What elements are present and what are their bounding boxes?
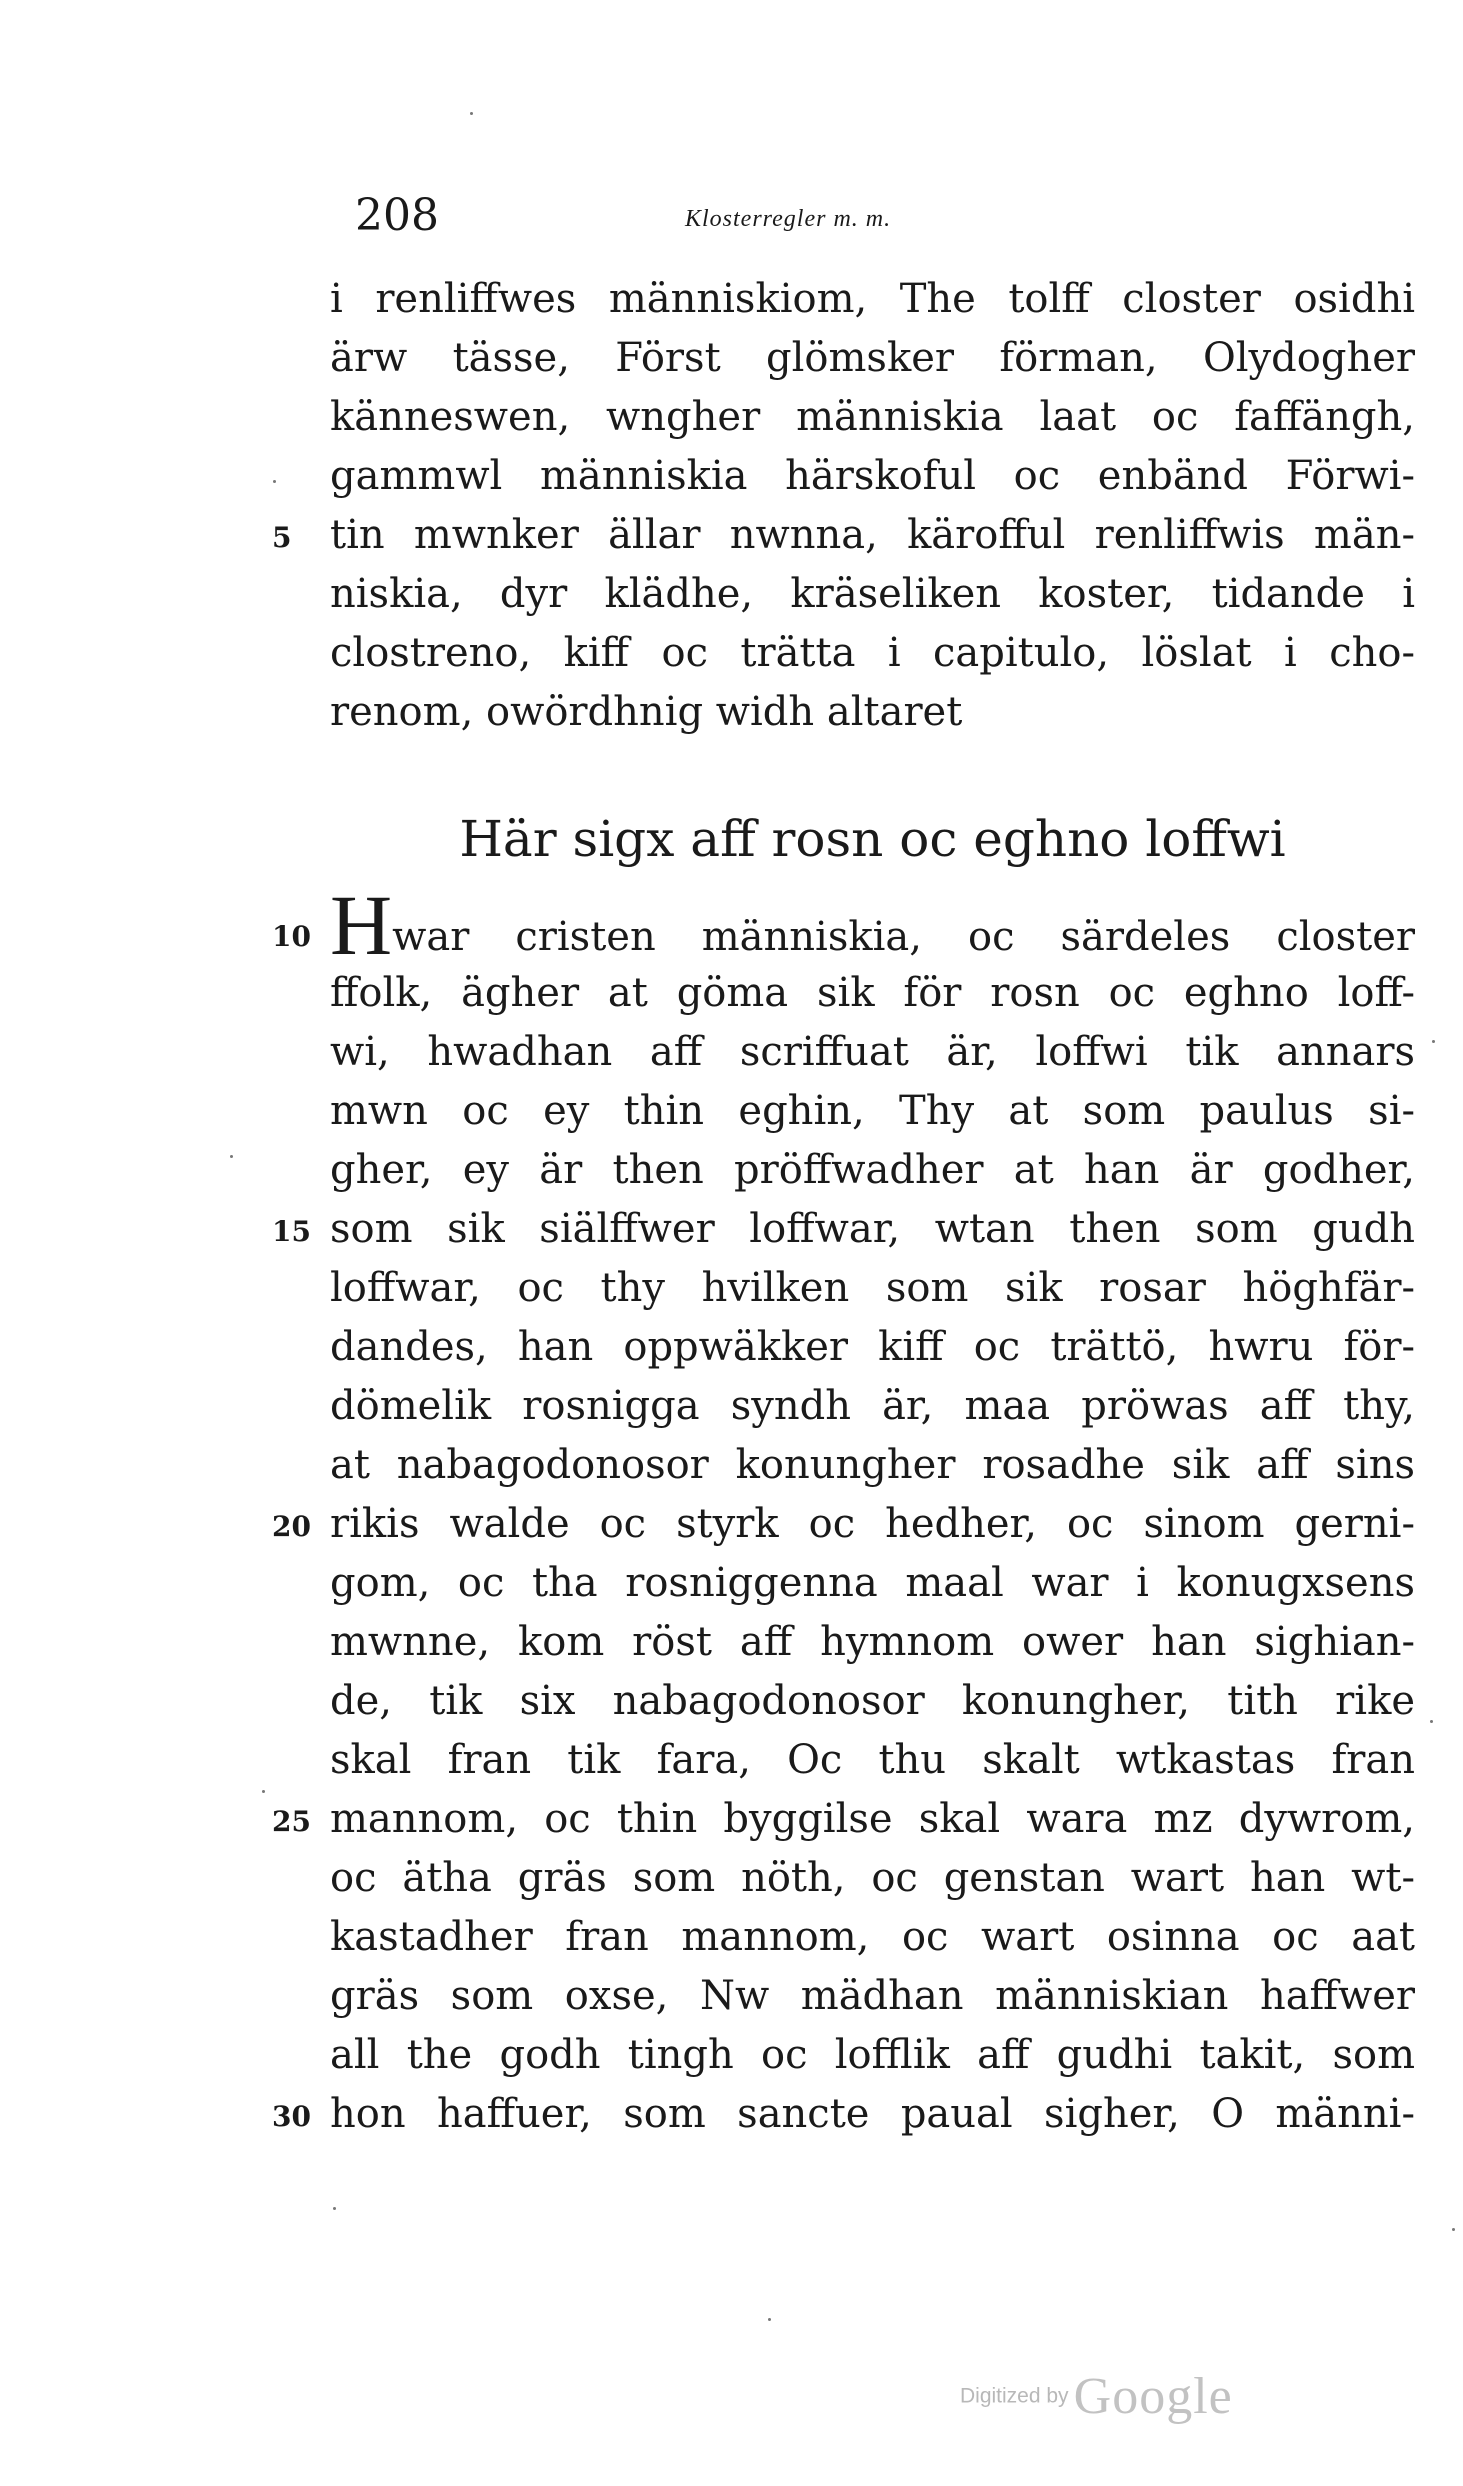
paper-speck xyxy=(1430,1720,1433,1723)
line-text: gher, ey är then pröffwadher at han är godher, xyxy=(330,1147,1415,1193)
text-line xyxy=(330,1967,1415,2026)
line-text: all the godh tingh oc lofflik aff gudhi takit, som xyxy=(330,2032,1415,2078)
line-number: 5 xyxy=(272,521,292,554)
paper-speck xyxy=(333,2207,336,2210)
line-text: tin mwnker ällar nwnna, kärofful renliffwis män- xyxy=(330,512,1415,558)
line-text: hon haffuer, som sancte paual sigher, O männi- xyxy=(330,2091,1415,2137)
paper-speck xyxy=(273,480,276,483)
text-line xyxy=(330,1554,1415,1613)
text-line xyxy=(330,270,1415,329)
text-line xyxy=(272,1495,1415,1554)
text-line xyxy=(330,388,1415,447)
line-text: dandes, han oppwäkker kiff oc trättö, hwru för- xyxy=(330,1324,1415,1370)
page-number: 208 xyxy=(355,190,439,241)
line-text: wi, hwadhan aff scriffuat är, loffwi tik annars xyxy=(330,1029,1415,1075)
line-number: 15 xyxy=(272,1215,311,1248)
text-line xyxy=(330,329,1415,388)
paper-speck xyxy=(230,1155,233,1158)
line-number: 30 xyxy=(272,2100,311,2133)
line-text: clostreno, kiff oc trätta i capitulo, löslat i cho- xyxy=(330,630,1415,676)
text-block-intro xyxy=(272,270,1415,742)
text-line xyxy=(330,964,1415,1023)
line-text: gammwl människia härskoful oc enbänd Förwi- xyxy=(330,453,1415,499)
line-text: kastadher fran mannom, oc wart osinna oc aat xyxy=(330,1914,1415,1960)
text-line xyxy=(330,1377,1415,1436)
section-heading: Här sigx aff rosn oc eghno loffwi xyxy=(459,810,1286,868)
text-line xyxy=(330,1908,1415,1967)
text-line xyxy=(330,683,1415,742)
line-text: de, tik six nabagodonosor konungher, tith rike xyxy=(330,1678,1415,1724)
line-text: at nabagodonosor konungher rosadhe sik aff sins xyxy=(330,1442,1415,1488)
line-text: cristen xyxy=(515,914,656,960)
text-line xyxy=(330,1672,1415,1731)
text-block-section xyxy=(272,877,1415,2144)
line-number: 25 xyxy=(272,1805,311,1838)
line-text: som sik siälffwer loffwar, wtan then som gudh xyxy=(330,1206,1415,1252)
text-line xyxy=(330,1613,1415,1672)
line-text: dömelik rosnigga syndh är, maa pröwas aff thy, xyxy=(330,1383,1415,1429)
text-line xyxy=(272,506,1415,565)
text-line xyxy=(330,2026,1415,2085)
text-line xyxy=(330,1141,1415,1200)
text-line xyxy=(330,1436,1415,1495)
watermark-caption: Digitized by xyxy=(960,2384,1069,2408)
text-line xyxy=(330,1849,1415,1908)
paper-speck xyxy=(470,112,473,115)
line-number: 20 xyxy=(272,1510,311,1543)
line-text: ffolk, ägher at göma sik för rosn oc eghno loff- xyxy=(330,970,1415,1016)
line-text: oc xyxy=(968,914,1015,960)
text-line xyxy=(330,1259,1415,1318)
line-text: i renliffwes människiom, The tolff closter osidhi xyxy=(330,276,1415,322)
text-line xyxy=(330,1318,1415,1377)
google-logo: Google xyxy=(1073,2368,1233,2425)
text-line xyxy=(272,1200,1415,1259)
page-header xyxy=(355,190,1455,250)
text-line xyxy=(272,2085,1415,2144)
line-text: skal fran tik fara, Oc thu skalt wtkastas fran xyxy=(330,1737,1415,1783)
text-line xyxy=(330,624,1415,683)
paper-speck xyxy=(768,2318,771,2321)
text-line xyxy=(330,1082,1415,1141)
line-text: closter xyxy=(1276,914,1415,960)
line-text: gräs som oxse, Nw mädhan människian haffwer xyxy=(330,1973,1415,2019)
line-text: särdeles xyxy=(1060,914,1231,960)
line-number: 10 xyxy=(272,920,311,953)
drop-cap-initial: H xyxy=(330,877,393,973)
digitized-by-google-watermark xyxy=(960,2367,1233,2427)
text-line xyxy=(272,877,1415,973)
text-line xyxy=(330,565,1415,624)
paper-speck xyxy=(262,1790,265,1793)
line-text: oc ätha gräs som nöth, oc genstan wart han wt- xyxy=(330,1855,1415,1901)
line-text: gom, oc tha rosniggenna maal war i konugxsens xyxy=(330,1560,1415,1606)
line-text: niskia, dyr klädhe, kräseliken koster, tidande i xyxy=(330,571,1415,617)
running-head: Klosterregler m. m. xyxy=(685,206,892,232)
line-text: renom, owördhnig widh altaret xyxy=(330,689,963,735)
text-line xyxy=(330,1023,1415,1082)
paper-speck xyxy=(1432,1040,1435,1043)
line-text: mwnne, kom röst aff hymnom ower han sighian- xyxy=(330,1619,1415,1665)
line-text: känneswen, wngher människia laat oc faffängh, xyxy=(330,394,1415,440)
line-text: ärw tässe, Först glömsker förman, Olydogher xyxy=(330,335,1415,381)
line-text: war xyxy=(392,914,470,960)
line-text: människia, xyxy=(701,914,922,960)
paper-speck xyxy=(1452,2228,1455,2231)
line-text: mannom, oc thin byggilse skal wara mz dywrom, xyxy=(330,1796,1415,1842)
text-line xyxy=(330,447,1415,506)
line-text: rikis walde oc styrk oc hedher, oc sinom gerni- xyxy=(330,1501,1415,1547)
text-line xyxy=(272,1790,1415,1849)
text-line xyxy=(330,1731,1415,1790)
line-text: loffwar, oc thy hvilken som sik rosar höghfär- xyxy=(330,1265,1415,1311)
line-text: mwn oc ey thin eghin, Thy at som paulus si- xyxy=(330,1088,1415,1134)
